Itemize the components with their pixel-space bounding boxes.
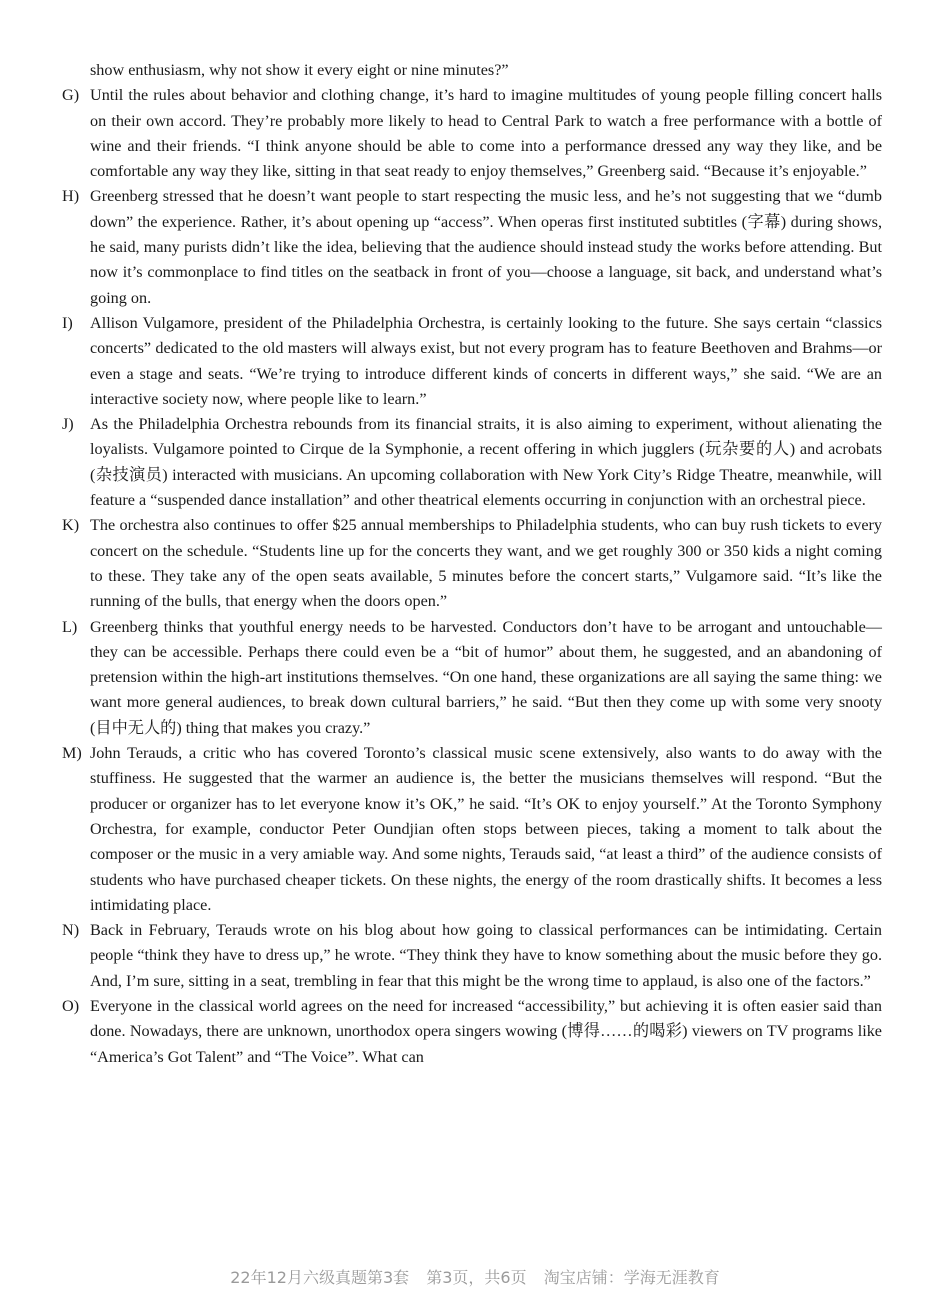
paragraph-k bbox=[62, 513, 882, 614]
paragraph-i bbox=[62, 311, 882, 412]
paragraph-l bbox=[62, 615, 882, 741]
paragraph-letter: J) bbox=[62, 415, 74, 434]
footer-title: 22年12月六级真题第3套 bbox=[230, 1268, 410, 1287]
paragraph-letter: I) bbox=[62, 313, 73, 332]
paragraph-text: Back in February, Terauds wrote on his blog about how going to classical performances can be intimidating. Certain people “think they have to dress up,” he wrote. “They think they have to know something about the music before they go. And, I’m sure, sitting in a seat, trembling in fear that this might be the wrong time to applaud, is also one of the factors.” bbox=[90, 921, 882, 990]
paragraph-m bbox=[62, 741, 882, 918]
paragraph-n bbox=[62, 918, 882, 994]
paragraph-text: As the Philadelphia Orchestra rebounds from its financial straits, it is also aiming to experiment, without alienating the loyalists. Vulgamore pointed to Cirque de la Symphonie, a recent offering in which jugglers (玩杂要的人) and acrobats (杂技演员) interacted with musicians. An upcoming collaboration with New York City’s Ridge Theatre, meanwhile, will feature a “suspended dance installation” and other theatrical elements occurring in conjunction with an orchestral piece. bbox=[90, 415, 882, 510]
continuation-line: show enthusiasm, why not show it every eight or nine minutes?” bbox=[90, 61, 509, 79]
paragraph-letter: O) bbox=[62, 996, 80, 1015]
paragraph-text: Everyone in the classical world agrees on the need for increased “accessibility,” but achieving it is often easier said than done. Nowadays, there are unknown, unorthodox opera singers wowing (博得……的喝彩) viewers on TV programs like “America’s Got Talent” and “The Voice”. What can bbox=[90, 996, 882, 1066]
paragraph-text: The orchestra also continues to offer $25 annual memberships to Philadelphia students, who can buy rush tickets to every concert on the schedule. “Students line up for the concerts they want, and we get roughly 300 or 350 kids a night coming to these. They take any of the open seats available, 5 minutes before the concert starts,” Vulgamore said. “It’s like the running of the bulls, that energy when the doors open.” bbox=[90, 516, 882, 611]
paragraph-letter: N) bbox=[62, 921, 80, 940]
paragraph-letter: M) bbox=[62, 744, 82, 763]
paragraph-h bbox=[62, 184, 882, 310]
paragraph-o bbox=[62, 994, 882, 1070]
paragraph-text: Greenberg thinks that youthful energy needs to be harvested. Conductors don’t have to be arrogant and untouchable—they can be accessible. Perhaps there could even be a “bit of humor” about them, he suggested, and an abandoning of pretension within the high-art institutions themselves. “On one hand, these organizations are all saying the same thing: we want more general audiences, to break down cultural barriers,” he said. “But then they come up with some very snooty (目中无人的) thing that makes you crazy.” bbox=[90, 617, 882, 737]
paragraph-text: John Terauds, a critic who has covered Toronto’s classical music scene extensively, also wants to do away with the stuffiness. He suggested that the warmer an audience is, the better the musicians themselves will respond. “But the producer or organizer has to let everyone know it’s OK,” he said. “It’s OK to enjoy yourself.” At the Toronto Symphony Orchestra, for example, conductor Peter Oundjian often stops between pieces, taking a moment to talk about the composer or the music in a very amiable way. And some nights, Terauds said, “at least a third” of the audience consists of students who have purchased cheaper tickets. On these nights, the energy of the room drastically shifts. It becomes a less intimidating place. bbox=[90, 744, 882, 914]
paragraph-text: Allison Vulgamore, president of the Philadelphia Orchestra, is certainly looking to the future. She says certain “classics concerts” dedicated to the old masters will always exist, but not every program has to feature Beethoven and Brahms—or even a stage and seats. “We’re trying to introduce different kinds of concerts in different ways,” she said. “We are an interactive society now, where people like to learn.” bbox=[90, 313, 882, 408]
paragraph-letter: H) bbox=[62, 187, 80, 206]
passage-body bbox=[62, 58, 882, 1070]
footer-shop: 淘宝店铺：学海无涯教育 bbox=[543, 1268, 720, 1287]
paragraph-text: Until the rules about behavior and clothing change, it’s hard to imagine multitudes of young people filling concert halls on their own accord. They’re probably more likely to head to Central Park to watch a free performance with a bottle of wine and their friends. “I think anyone should be able to come into a performance dressed any way they like, and be comfortable any way they like, sitting in that seat ready to enjoy themselves,” Greenberg said. “Because it’s enjoyable.” bbox=[90, 86, 882, 181]
paragraph-g bbox=[62, 83, 882, 184]
paragraph-text: Greenberg stressed that he doesn’t want people to start respecting the music less, and he’s not suggesting that we “dumb down” the experience. Rather, it’s about opening up “access”. When operas first instituted subtitles (字幕) during shows, he said, many purists didn’t like the idea, believing that the audience should instead study the works before attending. But now it’s commonplace to find titles on the seatback in front of you—choose a language, sit back, and understand what’s going on. bbox=[90, 187, 882, 307]
paragraph-letter: G) bbox=[62, 86, 80, 105]
paragraph-j bbox=[62, 412, 882, 513]
paragraph-letter: K) bbox=[62, 516, 80, 535]
paragraph-letter: L) bbox=[62, 617, 78, 636]
footer-page-number: 第3页，共6页 bbox=[426, 1268, 527, 1287]
page-footer bbox=[0, 1265, 950, 1288]
